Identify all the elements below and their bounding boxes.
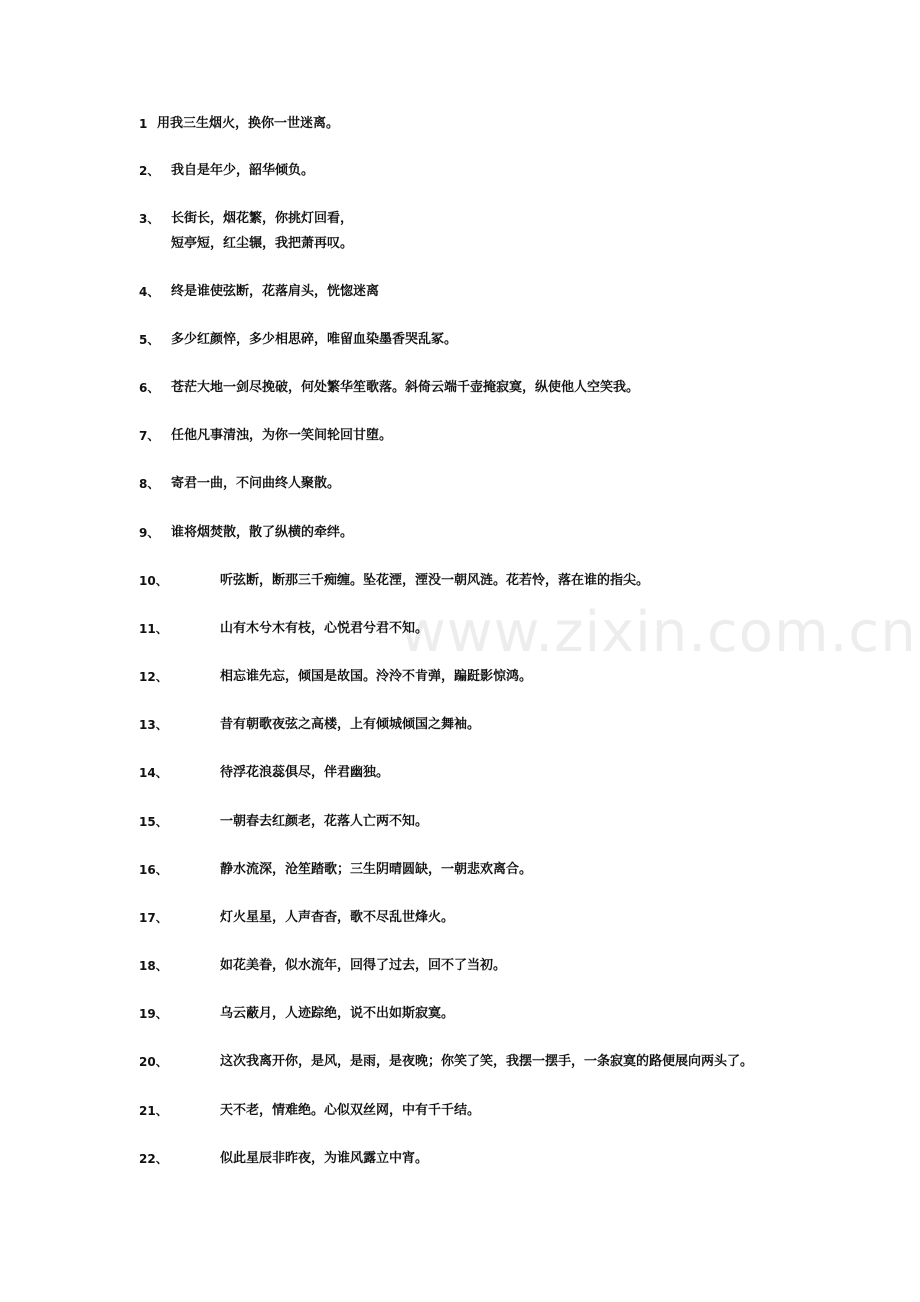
item-text: 长街长，烟花繁，你挑灯回看， (171, 211, 354, 226)
item-text: 用我三生烟火，换你一世迷离。 (157, 116, 340, 131)
item-number: 15、 (139, 815, 168, 829)
item-number: 5、 (139, 333, 160, 347)
item-text: 昔有朝歌夜弦之高楼，上有倾城倾国之舞袖。 (220, 717, 481, 732)
item-text: 似此星辰非昨夜，为谁风露立中宵。 (220, 1151, 429, 1166)
item-text: 寄君一曲，不问曲终人聚散。 (171, 476, 341, 491)
item-text: 听弦断，断那三千痴缠。坠花湮，湮没一朝风涟。花若怜，落在谁的指尖。 (220, 573, 650, 588)
item-number: 16、 (139, 863, 168, 877)
item-number: 12、 (139, 670, 168, 684)
item-number: 17、 (139, 911, 168, 925)
item-number: 13、 (139, 718, 168, 732)
item-text: 这次我离开你，是风，是雨，是夜晚；你笑了笑，我摆一摆手，一条寂寞的路便展向两头了。 (220, 1054, 754, 1069)
item-text: 终是谁使弦断，花落肩头，恍惚迷离 (171, 284, 380, 299)
item-number: 21、 (139, 1104, 168, 1118)
item-number: 10、 (139, 574, 168, 588)
item-text: 天不老，情难绝。心似双丝网，中有千千结。 (220, 1103, 481, 1118)
item-number: 1 (139, 117, 148, 131)
item-text: 灯火星星，人声杳杳，歌不尽乱世烽火。 (220, 910, 455, 925)
item-text: 待浮花浪蕊俱尽，伴君幽独。 (220, 765, 390, 780)
item-text: 任他凡事清浊，为你一笑间轮回甘堕。 (171, 428, 393, 443)
item-number: 22、 (139, 1152, 168, 1166)
item-text: 静水流深，沧笙踏歌；三生阴晴圆缺，一朝悲欢离合。 (220, 862, 533, 877)
item-number: 2、 (139, 164, 160, 178)
item-text: 我自是年少，韶华倾负。 (171, 163, 315, 178)
item-text: 一朝春去红颜老，花落人亡两不知。 (220, 814, 429, 829)
item-number: 4、 (139, 285, 160, 299)
item-number: 7、 (139, 429, 160, 443)
item-number: 19、 (139, 1007, 168, 1021)
item-number: 9、 (139, 526, 160, 540)
item-text: 苍茫大地一剑尽挽破，何处繁华笙歌落。斜倚云端千壶掩寂寞，纵使他人空笑我。 (171, 380, 640, 395)
item-number: 8、 (139, 477, 160, 491)
item-text: 山有木兮木有枝，心悦君兮君不知。 (220, 621, 429, 636)
item-text: 乌云蔽月，人迹踪绝，说不出如斯寂寞。 (220, 1006, 455, 1021)
item-text-second-line: 短亭短，红尘辗，我把萧再叹。 (171, 236, 354, 251)
item-number: 18、 (139, 959, 168, 973)
item-number: 11、 (139, 622, 168, 636)
item-text: 如花美眷，似水流年，回得了过去，回不了当初。 (220, 958, 507, 973)
item-number: 3、 (139, 212, 160, 226)
item-text: 相忘谁先忘，倾国是故国。泠泠不肯弹，蹁跹影惊鸿。 (220, 669, 533, 684)
item-text: 谁将烟焚散，散了纵横的牵绊。 (171, 525, 354, 540)
item-number: 20、 (139, 1055, 168, 1069)
item-number: 6、 (139, 381, 160, 395)
watermark: www.zixin.com.cn (400, 600, 917, 665)
item-number: 14、 (139, 766, 168, 780)
item-text: 多少红颜悴，多少相思碎，唯留血染墨香哭乱冢。 (171, 332, 458, 347)
